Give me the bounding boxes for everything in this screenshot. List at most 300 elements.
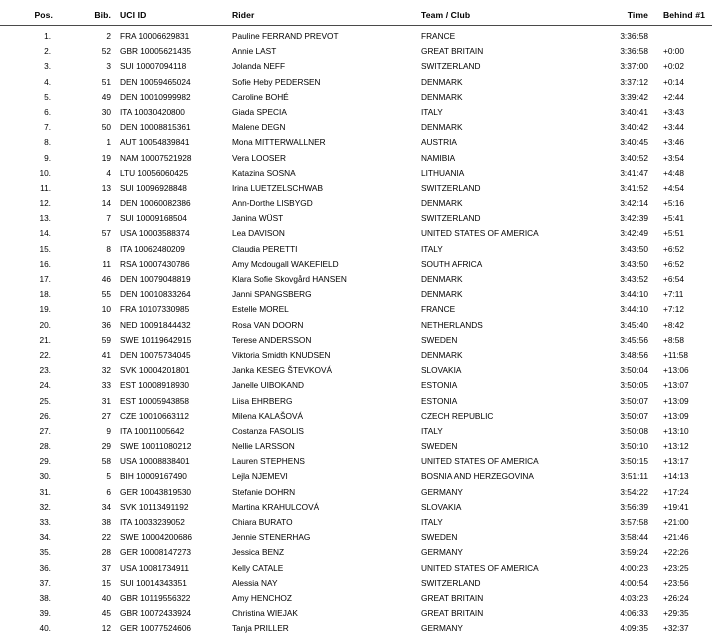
cell-team: GERMANY xyxy=(421,486,463,497)
column-header-bib: Bib. xyxy=(72,11,118,25)
cell-team: GREAT BRITAIN xyxy=(421,608,484,619)
cell-rider: Janelle UIBOKAND xyxy=(232,380,304,391)
cell-pos: 30. xyxy=(39,471,51,482)
table-row xyxy=(0,25,712,44)
cell-behind: +13:07 xyxy=(663,380,689,391)
table-row xyxy=(0,454,712,469)
cell-rider: Chiara BURATO xyxy=(232,517,293,528)
results-table-header xyxy=(0,11,712,25)
cell-pos: 17. xyxy=(39,274,51,285)
cell-team: ESTONIA xyxy=(421,380,458,391)
cell-uci-id: ITA 10033239052 xyxy=(120,517,185,528)
cell-uci-id: USA 10008838401 xyxy=(120,456,190,467)
cell-pos: 25. xyxy=(39,395,51,406)
cell-rider: Rosa VAN DOORN xyxy=(232,319,304,330)
cell-behind: +21:00 xyxy=(663,517,689,528)
cell-behind: +7:12 xyxy=(663,304,684,315)
table-row xyxy=(0,302,712,317)
cell-bib: 7 xyxy=(106,213,111,224)
cell-team: SLOVAKIA xyxy=(421,365,462,376)
cell-rider: Terese ANDERSSON xyxy=(232,334,312,345)
table-row xyxy=(0,499,712,514)
cell-uci-id: AUT 10054839841 xyxy=(120,137,190,148)
cell-time: 4:09:35 xyxy=(620,623,648,634)
cell-rider: Klara Sofie Skovgård HANSEN xyxy=(232,274,347,285)
cell-behind: +8:42 xyxy=(663,319,684,330)
cell-uci-id: SVK 10004201801 xyxy=(120,365,190,376)
cell-bib: 12 xyxy=(101,623,111,634)
cell-time: 3:50:07 xyxy=(620,395,648,406)
cell-pos: 35. xyxy=(39,547,51,558)
cell-bib: 46 xyxy=(101,274,111,285)
results-table xyxy=(0,11,712,636)
cell-time: 3:39:42 xyxy=(620,91,648,102)
cell-bib: 11 xyxy=(102,258,111,269)
cell-time: 3:50:15 xyxy=(620,456,648,467)
cell-behind: +13:06 xyxy=(663,365,689,376)
cell-bib: 37 xyxy=(101,562,111,573)
cell-rider: Claudia PERETTI xyxy=(232,243,298,254)
cell-time: 3:37:00 xyxy=(620,61,648,72)
cell-behind: +23:25 xyxy=(663,562,689,573)
cell-rider: Milena KALAŠOVÁ xyxy=(232,410,304,421)
cell-pos: 19. xyxy=(39,304,51,315)
cell-bib: 55 xyxy=(101,289,111,300)
cell-time: 3:41:52 xyxy=(620,182,648,193)
cell-rider: Annie LAST xyxy=(232,46,277,57)
table-row xyxy=(0,591,712,606)
cell-uci-id: GER 10077524606 xyxy=(120,623,192,634)
cell-time: 3:50:05 xyxy=(620,380,648,391)
cell-time: 3:44:10 xyxy=(620,304,648,315)
cell-pos: 4. xyxy=(44,76,51,87)
cell-behind: +11:58 xyxy=(663,349,688,360)
cell-bib: 34 xyxy=(101,501,111,512)
cell-time: 3:45:56 xyxy=(620,334,648,345)
cell-bib: 51 xyxy=(101,76,111,87)
cell-behind: +6:54 xyxy=(663,274,684,285)
cell-pos: 21. xyxy=(39,334,51,345)
cell-team: UNITED STATES OF AMERICA xyxy=(421,228,539,239)
cell-behind: +19:41 xyxy=(663,501,689,512)
table-row xyxy=(0,165,712,180)
cell-uci-id: DEN 10060082386 xyxy=(120,198,191,209)
cell-team: SWEDEN xyxy=(421,532,458,543)
cell-uci-id: SUI 10096928848 xyxy=(120,182,187,193)
cell-team: FRANCE xyxy=(421,31,456,42)
cell-time: 3:36:58 xyxy=(620,46,648,57)
cell-behind: +13:12 xyxy=(663,441,689,452)
cell-uci-id: SUI 10009168504 xyxy=(120,213,187,224)
table-row xyxy=(0,211,712,226)
table-row xyxy=(0,378,712,393)
column-header-time: Time xyxy=(594,11,660,25)
cell-pos: 20. xyxy=(39,319,51,330)
cell-pos: 33. xyxy=(39,517,51,528)
cell-pos: 38. xyxy=(39,592,51,603)
cell-team: ITALY xyxy=(421,517,443,528)
cell-rider: Lauren STEPHENS xyxy=(232,456,305,467)
cell-pos: 22. xyxy=(39,349,51,360)
cell-rider: Jolanda NEFF xyxy=(232,61,286,72)
table-row xyxy=(0,363,712,378)
cell-uci-id: ITA 10062480209 xyxy=(120,243,185,254)
cell-uci-id: USA 10081734911 xyxy=(120,562,190,573)
cell-bib: 9 xyxy=(106,425,111,436)
cell-behind: +0:02 xyxy=(663,61,684,72)
cell-pos: 7. xyxy=(44,122,51,133)
cell-uci-id: SVK 10113491192 xyxy=(120,501,189,512)
cell-pos: 31. xyxy=(39,486,51,497)
cell-rider: Caroline BOHÉ xyxy=(232,91,289,102)
cell-pos: 40. xyxy=(39,623,51,634)
cell-bib: 52 xyxy=(101,46,111,57)
cell-pos: 10. xyxy=(39,167,51,178)
table-row xyxy=(0,196,712,211)
cell-time: 3:41:47 xyxy=(620,167,648,178)
cell-pos: 39. xyxy=(39,608,51,619)
cell-behind: +13:09 xyxy=(663,410,689,421)
cell-pos: 29. xyxy=(39,456,51,467)
cell-uci-id: SUI 10007094118 xyxy=(120,61,187,72)
table-row xyxy=(0,256,712,271)
table-row xyxy=(0,530,712,545)
cell-rider: Amy HENCHOZ xyxy=(232,592,292,603)
cell-pos: 9. xyxy=(44,152,51,163)
cell-time: 3:51:11 xyxy=(620,471,648,482)
cell-uci-id: NED 10091844432 xyxy=(120,319,191,330)
cell-behind: +26:24 xyxy=(663,592,689,603)
cell-rider: Viktoria Smidth KNUDSEN xyxy=(232,349,331,360)
cell-behind: +0:14 xyxy=(663,76,684,87)
cell-bib: 58 xyxy=(101,456,111,467)
cell-time: 3:48:56 xyxy=(620,349,648,360)
cell-pos: 27. xyxy=(39,425,51,436)
cell-behind: +14:13 xyxy=(663,471,689,482)
table-row xyxy=(0,287,712,302)
cell-pos: 3. xyxy=(44,61,51,72)
cell-team: GREAT BRITAIN xyxy=(421,46,484,57)
cell-team: NAMIBIA xyxy=(421,152,456,163)
cell-rider: Giada SPECIA xyxy=(232,106,287,117)
cell-time: 3:43:50 xyxy=(620,258,648,269)
cell-pos: 6. xyxy=(44,106,51,117)
cell-time: 3:45:40 xyxy=(620,319,648,330)
cell-time: 3:40:45 xyxy=(620,137,648,148)
table-row xyxy=(0,150,712,165)
cell-behind: +3:46 xyxy=(663,137,684,148)
cell-time: 3:59:24 xyxy=(620,547,648,558)
cell-uci-id: GBR 10119556322 xyxy=(120,592,191,603)
cell-uci-id: RSA 10007430786 xyxy=(120,258,190,269)
table-row xyxy=(0,348,712,363)
cell-uci-id: DEN 10059465024 xyxy=(120,76,191,87)
cell-behind: +17:24 xyxy=(663,486,689,497)
cell-rider: Vera LOOSER xyxy=(232,152,286,163)
cell-uci-id: LTU 10056060425 xyxy=(120,167,189,178)
cell-behind: +13:10 xyxy=(663,425,689,436)
cell-time: 3:37:12 xyxy=(620,76,648,87)
cell-behind: +23:56 xyxy=(663,577,689,588)
cell-team: SWEDEN xyxy=(421,441,458,452)
cell-team: SWITZERLAND xyxy=(421,61,481,72)
cell-bib: 41 xyxy=(101,349,111,360)
cell-bib: 45 xyxy=(101,608,111,619)
cell-bib: 6 xyxy=(106,486,111,497)
cell-pos: 32. xyxy=(39,501,51,512)
cell-time: 4:00:54 xyxy=(620,577,648,588)
cell-bib: 27 xyxy=(101,410,111,421)
cell-uci-id: EST 10008918930 xyxy=(120,380,190,391)
cell-team: SWITZERLAND xyxy=(421,182,481,193)
cell-uci-id: ITA 10030420800 xyxy=(120,106,185,117)
cell-behind: +22:26 xyxy=(663,547,689,558)
cell-pos: 1. xyxy=(44,31,51,42)
cell-bib: 19 xyxy=(101,152,111,163)
cell-bib: 14 xyxy=(101,198,111,209)
cell-uci-id: FRA 10107330985 xyxy=(120,304,190,315)
cell-time: 4:00:23 xyxy=(620,562,648,573)
table-row xyxy=(0,484,712,499)
cell-bib: 38 xyxy=(101,517,111,528)
cell-behind: +4:48 xyxy=(663,167,684,178)
cell-behind: +5:51 xyxy=(663,228,684,239)
cell-bib: 10 xyxy=(101,304,111,315)
cell-uci-id: GER 10008147273 xyxy=(120,547,192,558)
cell-uci-id: DEN 10075734045 xyxy=(120,349,191,360)
cell-pos: 11. xyxy=(40,182,51,193)
column-header-rider: Rider xyxy=(228,11,418,25)
table-row xyxy=(0,332,712,347)
cell-uci-id: CZE 10010663112 xyxy=(120,410,190,421)
cell-rider: Jessica BENZ xyxy=(232,547,285,558)
cell-rider: Amy Mcdougall WAKEFIELD xyxy=(232,258,339,269)
cell-rider: Nellie LARSSON xyxy=(232,441,295,452)
table-row xyxy=(0,241,712,256)
cell-time: 3:56:39 xyxy=(620,501,648,512)
cell-bib: 5 xyxy=(106,471,111,482)
table-row xyxy=(0,180,712,195)
cell-behind: +13:09 xyxy=(663,395,689,406)
cell-pos: 16. xyxy=(39,258,51,269)
cell-team: UNITED STATES OF AMERICA xyxy=(421,562,539,573)
cell-rider: Christina WIEJAK xyxy=(232,608,298,619)
cell-pos: 36. xyxy=(39,562,51,573)
cell-team: DENMARK xyxy=(421,122,463,133)
cell-uci-id: GBR 10005621435 xyxy=(120,46,192,57)
cell-behind: +0:00 xyxy=(663,46,684,57)
cell-time: 3:50:10 xyxy=(620,441,648,452)
cell-rider: Martina KRAHULCOVÁ xyxy=(232,501,320,512)
cell-time: 3:57:58 xyxy=(620,517,648,528)
cell-rider: Stefanie DOHRN xyxy=(232,486,296,497)
table-row xyxy=(0,423,712,438)
cell-team: DENMARK xyxy=(421,289,463,300)
cell-time: 3:50:04 xyxy=(620,365,648,376)
cell-uci-id: SUI 10014343351 xyxy=(120,577,187,588)
cell-rider: Liisa EHRBERG xyxy=(232,395,293,406)
cell-team: AUSTRIA xyxy=(421,137,457,148)
cell-bib: 4 xyxy=(106,167,111,178)
cell-team: SWEDEN xyxy=(421,334,458,345)
cell-rider: Kelly CATALE xyxy=(232,562,284,573)
cell-behind: +3:54 xyxy=(663,152,684,163)
cell-behind: +2:44 xyxy=(663,91,684,102)
cell-behind: +32:37 xyxy=(663,623,689,634)
results-table-body xyxy=(0,25,712,636)
table-row xyxy=(0,393,712,408)
cell-bib: 13 xyxy=(101,182,111,193)
cell-rider: Irina LUETZELSCHWAB xyxy=(232,182,323,193)
cell-bib: 15 xyxy=(101,577,111,588)
cell-time: 3:40:52 xyxy=(620,152,648,163)
cell-time: 3:42:49 xyxy=(620,228,648,239)
cell-bib: 33 xyxy=(101,380,111,391)
cell-bib: 49 xyxy=(101,91,111,102)
cell-team: SLOVAKIA xyxy=(421,501,462,512)
cell-uci-id: DEN 10079048819 xyxy=(120,274,191,285)
cell-time: 3:36:58 xyxy=(620,31,648,42)
cell-rider: Pauline FERRAND PREVOT xyxy=(232,31,339,42)
column-header-team: Team / Club xyxy=(418,11,594,25)
cell-rider: Janina WÜST xyxy=(232,213,284,224)
cell-uci-id: FRA 10006629831 xyxy=(120,31,190,42)
cell-behind: +5:16 xyxy=(663,198,684,209)
cell-team: NETHERLANDS xyxy=(421,319,483,330)
table-row xyxy=(0,545,712,560)
cell-uci-id: SWE 10004200686 xyxy=(120,532,192,543)
column-header-pos: Pos. xyxy=(0,11,72,25)
cell-time: 3:43:50 xyxy=(620,243,648,254)
table-row xyxy=(0,226,712,241)
cell-team: ITALY xyxy=(421,243,443,254)
cell-pos: 12. xyxy=(39,198,51,209)
cell-pos: 24. xyxy=(39,380,51,391)
cell-behind: +6:52 xyxy=(663,258,684,269)
cell-time: 3:50:08 xyxy=(620,425,648,436)
cell-rider: Costanza FASOLIS xyxy=(232,425,304,436)
cell-behind: +3:44 xyxy=(663,122,684,133)
cell-team: ITALY xyxy=(421,106,443,117)
table-row xyxy=(0,105,712,120)
cell-time: 4:06:33 xyxy=(620,608,648,619)
cell-behind: +13:17 xyxy=(663,456,689,467)
cell-uci-id: SWE 10119642915 xyxy=(120,334,192,345)
table-row xyxy=(0,439,712,454)
cell-time: 3:40:41 xyxy=(620,106,648,117)
cell-uci-id: DEN 10010999982 xyxy=(120,91,191,102)
cell-rider: Ann-Dorthe LISBYGD xyxy=(232,198,313,209)
table-row xyxy=(0,317,712,332)
cell-bib: 30 xyxy=(101,106,111,117)
cell-rider: Lea DAVISON xyxy=(232,228,285,239)
cell-team: DENMARK xyxy=(421,198,463,209)
cell-uci-id: USA 10003588374 xyxy=(120,228,190,239)
cell-behind: +29:35 xyxy=(663,608,689,619)
cell-team: DENMARK xyxy=(421,76,463,87)
cell-pos: 18. xyxy=(39,289,51,300)
cell-rider: Mona MITTERWALLNER xyxy=(232,137,326,148)
cell-uci-id: GER 10043819530 xyxy=(120,486,192,497)
cell-pos: 37. xyxy=(39,577,51,588)
cell-behind: +4:54 xyxy=(663,182,684,193)
table-row xyxy=(0,575,712,590)
table-row xyxy=(0,272,712,287)
cell-bib: 3 xyxy=(106,61,111,72)
cell-team: DENMARK xyxy=(421,274,463,285)
cell-team: SOUTH AFRICA xyxy=(421,258,483,269)
column-header-behind: Behind #1 xyxy=(660,11,712,25)
cell-team: CZECH REPUBLIC xyxy=(421,410,494,421)
cell-bib: 36 xyxy=(101,319,111,330)
cell-team: ITALY xyxy=(421,425,443,436)
cell-team: LITHUANIA xyxy=(421,167,465,178)
cell-uci-id: SWE 10011080212 xyxy=(120,441,192,452)
table-row xyxy=(0,120,712,135)
table-row xyxy=(0,469,712,484)
cell-time: 3:54:22 xyxy=(620,486,648,497)
cell-rider: Jennie STENERHAG xyxy=(232,532,311,543)
table-row xyxy=(0,89,712,104)
cell-behind: +5:41 xyxy=(663,213,684,224)
table-row xyxy=(0,59,712,74)
cell-behind: +7:11 xyxy=(663,289,684,300)
cell-uci-id: NAM 10007521928 xyxy=(120,152,192,163)
cell-uci-id: BIH 10009167490 xyxy=(120,471,187,482)
cell-rider: Estelle MOREL xyxy=(232,304,289,315)
cell-rider: Malene DEGN xyxy=(232,122,286,133)
cell-bib: 8 xyxy=(106,243,111,254)
cell-pos: 5. xyxy=(44,91,51,102)
cell-time: 3:42:39 xyxy=(620,213,648,224)
cell-uci-id: EST 10005943858 xyxy=(120,395,190,406)
table-row xyxy=(0,621,712,636)
cell-time: 4:03:23 xyxy=(620,592,648,603)
cell-pos: 34. xyxy=(39,532,51,543)
cell-pos: 23. xyxy=(39,365,51,376)
cell-pos: 8. xyxy=(44,137,51,148)
cell-uci-id: GBR 10072433924 xyxy=(120,608,192,619)
cell-bib: 31 xyxy=(101,395,111,406)
cell-team: UNITED STATES OF AMERICA xyxy=(421,456,539,467)
cell-behind: +21:46 xyxy=(663,532,689,543)
cell-team: SWITZERLAND xyxy=(421,577,481,588)
cell-bib: 57 xyxy=(101,228,111,239)
table-row xyxy=(0,74,712,89)
cell-time: 3:42:14 xyxy=(620,198,648,209)
cell-team: BOSNIA AND HERZEGOVINA xyxy=(421,471,534,482)
cell-pos: 28. xyxy=(39,441,51,452)
cell-bib: 59 xyxy=(101,334,111,345)
cell-time: 3:40:42 xyxy=(620,122,648,133)
cell-team: DENMARK xyxy=(421,349,463,360)
cell-time: 3:43:52 xyxy=(620,274,648,285)
table-row xyxy=(0,408,712,423)
cell-uci-id: DEN 10010833264 xyxy=(120,289,191,300)
cell-rider: Janka KESEG ŠTEVKOVÁ xyxy=(232,365,333,376)
cell-team: GERMANY xyxy=(421,547,463,558)
column-header-uci-id: UCI ID xyxy=(118,11,228,25)
cell-rider: Katazina SOSNA xyxy=(232,167,296,178)
cell-uci-id: ITA 10011005642 xyxy=(120,425,185,436)
cell-team: ESTONIA xyxy=(421,395,458,406)
cell-rider: Alessia NAY xyxy=(232,577,278,588)
cell-behind xyxy=(660,25,712,44)
cell-team: GERMANY xyxy=(421,623,463,634)
cell-bib: 29 xyxy=(101,441,111,452)
cell-team: DENMARK xyxy=(421,91,463,102)
cell-bib: 2 xyxy=(106,31,111,42)
